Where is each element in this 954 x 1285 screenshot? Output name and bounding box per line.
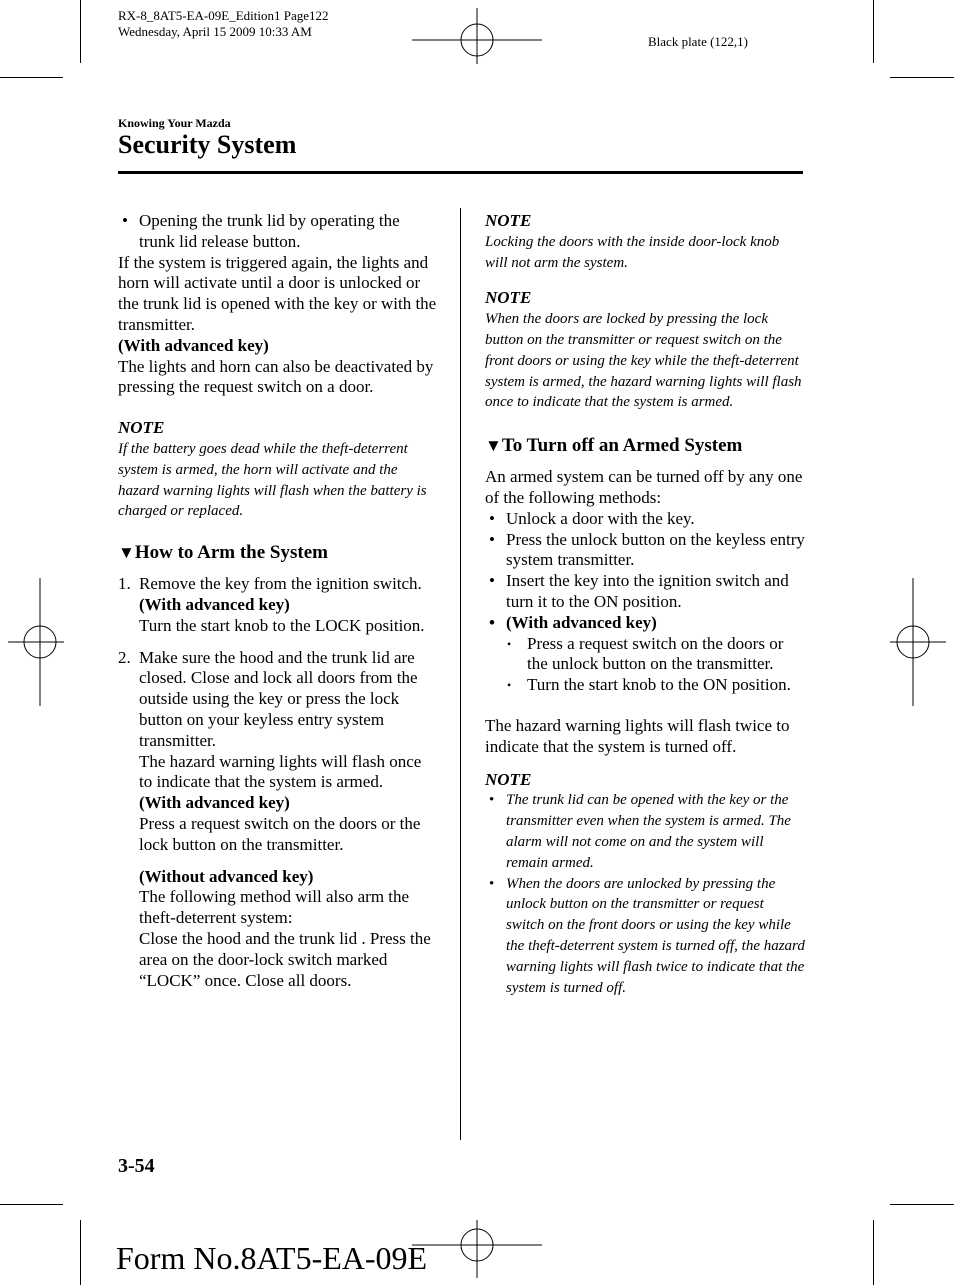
- paragraph: If the system is triggered again, the lights and horn will activate until a door is unlocked or the trunk lid is opened with the key or with the transmitter.: [118, 252, 437, 334]
- step-text: Make sure the hood and the trunk lid are closed. Close and lock all doors from the outside using the key or press the lock button on your keyless entry system transmitter.: [139, 647, 418, 750]
- plate-date: Wednesday, April 15 2009 10:33 AM: [118, 24, 312, 39]
- page-number: 3-54: [118, 1155, 155, 1177]
- note-list-item: • When the doors are unlocked by pressing the unlock button on the transmitter or request switch on the front doors or using the key while the theft-deterrent system is turned off, the hazard warning lights will flash twice to indicate that the system is turned off.: [489, 875, 805, 996]
- note-text: Locking the doors with the inside door-lock knob will not arm the system.: [485, 233, 780, 271]
- paragraph: The hazard warning lights will flash twice to indicate that the system is turned off.: [485, 715, 790, 756]
- advanced-key-label: (With advanced key): [118, 335, 269, 355]
- without-advanced-key-label: (Without advanced key): [139, 866, 314, 886]
- triangle-icon: ▼: [485, 436, 502, 456]
- list-item: • Press the unlock button on the keyless entry system transmitter.: [489, 529, 805, 570]
- step-text: The following method will also arm the theft-deterrent system:: [139, 887, 410, 928]
- subheading-arm: [118, 542, 438, 564]
- list-item: • Opening the trunk lid by operating the trunk lid release button.: [122, 211, 400, 251]
- paragraph: An armed system can be turned off by any one of the following methods:: [485, 467, 803, 507]
- list-item-text: (With advanced key): [506, 612, 657, 632]
- sub-list-item: • Turn the start knob to the ON position.: [507, 675, 791, 695]
- note-list-item: • The trunk lid can be opened with the key or the transmitter even when the system is armed. The alarm will not come on and the system will remain armed.: [489, 792, 791, 871]
- black-plate-label: Black plate (122,1): [648, 34, 748, 49]
- right-column: [485, 211, 805, 998]
- list-item-text: Insert the key into the ignition switch and turn it to the ON position.: [506, 571, 789, 611]
- advanced-key-label: (With advanced key): [139, 793, 290, 813]
- left-column: [118, 211, 438, 991]
- step-text: Remove the key from the ignition switch.: [139, 574, 422, 594]
- note-list-item-text: When the doors are unlocked by pressing the unlock button on the transmitter or request switch on the front doors or using the key while the theft-deterrent system is turned off, the hazard warning lights will flash twice to indicate that the system is turned off.: [506, 875, 805, 996]
- list-item: • Insert the key into the ignition switch and turn it to the ON position.: [489, 571, 789, 611]
- subheading-turn-off: [485, 435, 805, 457]
- step-text: Close the hood and the trunk lid . Press the area on the door-lock switch marked “LOCK” once. Close all doors.: [139, 928, 431, 990]
- note-text: When the doors are locked by pressing the lock button on the transmitter or request switch on the front doors or using the key while the theft-deterrent system is armed, the hazard warning lights will flash once to indicate that the system is armed.: [485, 311, 802, 411]
- step-1: [118, 574, 438, 636]
- sub-list-item-text: Press a request switch on the doors or the unlock button on the transmitter.: [527, 633, 784, 674]
- note-heading: NOTE: [485, 211, 532, 230]
- column-divider: [460, 208, 461, 1140]
- subheading-text: How to Arm the System: [134, 542, 328, 564]
- note-heading: NOTE: [485, 288, 532, 308]
- sub-list-item: • Press a request switch on the doors or the unlock button on the transmitter.: [507, 633, 784, 674]
- step-text: Press a request switch on the doors or the lock button on the transmitter.: [139, 813, 421, 854]
- step-number: 1.: [118, 574, 131, 594]
- step-2: [118, 648, 438, 992]
- note-heading: NOTE: [485, 769, 532, 789]
- step-text: Turn the start knob to the LOCK position.: [139, 615, 425, 635]
- note-heading: NOTE: [118, 418, 165, 438]
- section-label: Knowing Your Mazda: [118, 116, 231, 130]
- list-item: • Unlock a door with the key.: [489, 508, 695, 528]
- note-list-item-text: The trunk lid can be opened with the key or the transmitter even when the system is armed. The alarm will not come on and the system will remain armed.: [506, 792, 791, 871]
- plate-info: [118, 8, 329, 40]
- list-item-text: Unlock a door with the key.: [506, 508, 695, 528]
- paragraph: The lights and horn can also be deactivated by pressing the request switch on a door.: [118, 356, 434, 397]
- list-item-text: Press the unlock button on the keyless entry system transmitter.: [506, 529, 805, 570]
- title-rule: [118, 171, 803, 174]
- step-text: The hazard warning lights will flash once to indicate that the system is armed.: [139, 751, 422, 792]
- step-number: 2.: [118, 647, 131, 667]
- list-item: • (With advanced key): [489, 612, 657, 632]
- advanced-key-label: (With advanced key): [139, 594, 290, 614]
- plate-file-name: RX-8_8AT5-EA-09E_Edition1 Page122: [118, 8, 329, 23]
- sub-list-item-text: Turn the start knob to the ON position.: [527, 675, 791, 695]
- form-number: Form No.8AT5-EA-09E: [116, 1240, 428, 1276]
- page-title: Security System: [118, 130, 297, 159]
- triangle-icon: ▼: [118, 543, 135, 563]
- note-text: If the battery goes dead while the theft-deterrent system is armed, the horn will activate and the hazard warning lights will flash when the battery is charged or replaced.: [118, 440, 427, 520]
- subheading-text: To Turn off an Armed System: [501, 435, 743, 457]
- list-item-text: Opening the trunk lid by operating the trunk lid release button.: [139, 211, 400, 251]
